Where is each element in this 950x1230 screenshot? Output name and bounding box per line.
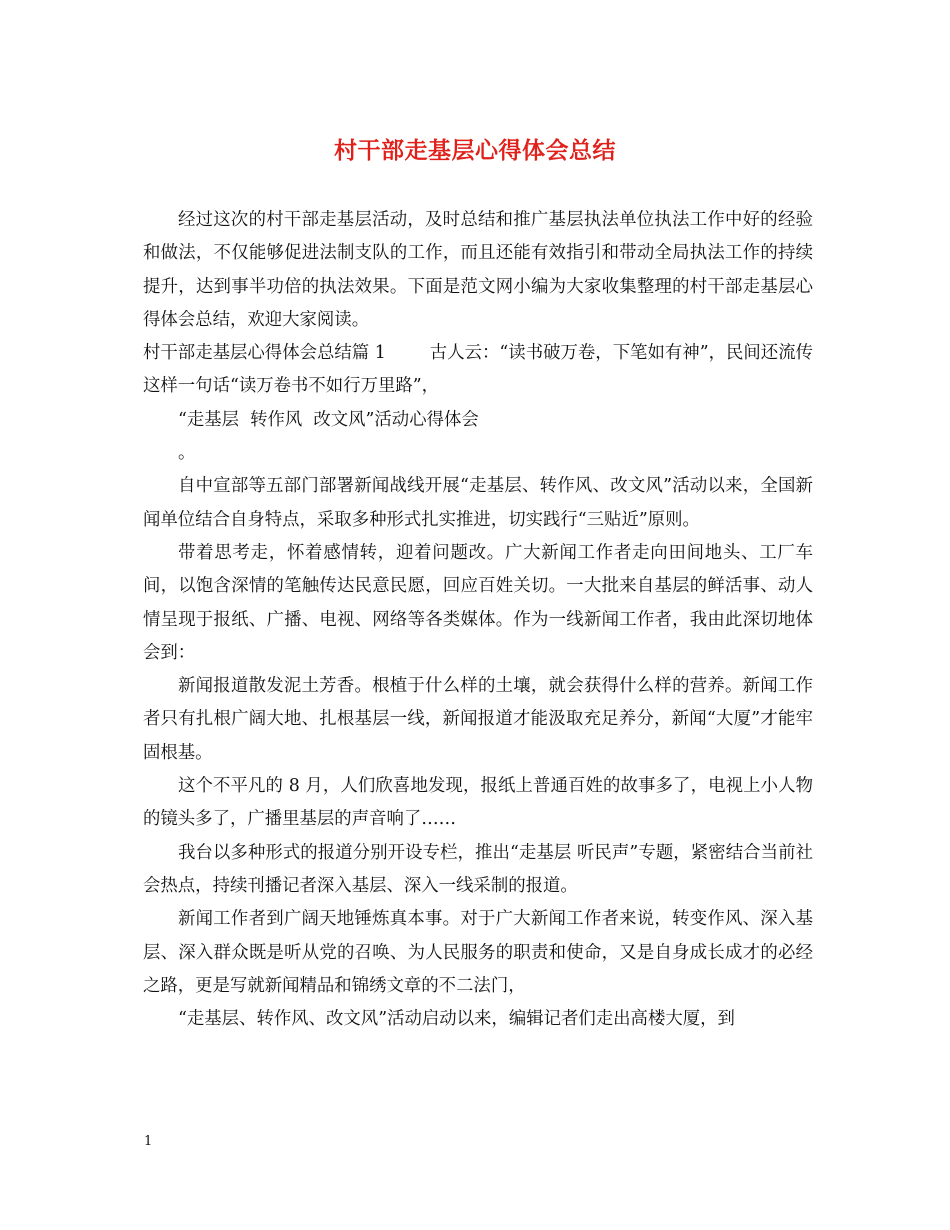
page-number: 1: [144, 1134, 153, 1149]
section-1-heading: 村干部走基层心得体会总结篇 1: [143, 343, 386, 364]
section-1-quote: 古人云：“读书破万卷，下笔如有神”，民间还流传这样一句话“读万卷书不如行万里路”，: [143, 343, 813, 397]
body-paragraph: 我台以多种形式的报道分别开设专栏，推出“走基层 听民声”专题，紧密结合当前社会热点，持续刊播记者深入基层、深入一线采制的报道。: [143, 842, 813, 896]
activity-subtitle: “走基层 转作风 改文风”活动心得体会: [178, 409, 479, 430]
body-paragraph: 自中宣部等五部门部署新闻战线开展“走基层、转作风、改文风”活动以来，全国新闻单位结合自身特点，采取多种形式扎实推进，切实践行“三贴近”原则。: [143, 476, 813, 530]
document-body: [143, 204, 813, 1036]
body-paragraph: 带着思考走，怀着感情转，迎着问题改。广大新闻工作者走向田间地头、工厂车间，以饱含深情的笔触传达民意民愿，回应百姓关切。一大批来自基层的鲜活事、动人情呈现于报纸、广播、电视、网络等各类媒体。作为一线新闻工作者，我由此深切地体会到：: [143, 542, 813, 663]
document-title: 村干部走基层心得体会总结: [334, 137, 616, 164]
body-paragraph: 新闻工作者到广阔天地锤炼真本事。对于广大新闻工作者来说，转变作风、深入基层、深入群众既是听从党的召唤、为人民服务的职责和使命，又是自身成长成才的必经之路，更是写就新闻精品和锦绣文章的不二法门，: [143, 909, 813, 996]
body-paragraph: 新闻报道散发泥土芳香。根植于什么样的土壤，就会获得什么样的营养。新闻工作者只有扎根广阔大地、扎根基层一线，新闻报道才能汲取充足养分，新闻“大厦”才能牢固根基。: [143, 676, 813, 763]
body-paragraph: 这个不平凡的 8 月，人们欣喜地发现，报纸上普通百姓的故事多了，电视上小人物的镜头多了，广播里基层的声音响了……: [143, 776, 813, 830]
subtitle-end-mark: 。: [178, 443, 196, 464]
body-paragraph: “走基层、转作风、改文风”活动启动以来，编辑记者们走出高楼大厦，到: [178, 1009, 735, 1030]
section-1-paragraph: [143, 337, 813, 404]
intro-paragraph: 经过这次的村干部走基层活动，及时总结和推广基层执法单位执法工作中好的经验和做法，不仅能够促进法制支队的工作，而且还能有效指引和带动全局执法工作的持续提升，达到事半功倍的执法效果。下面是范文网小编为大家收集整理的村干部走基层心得体会总结，欢迎大家阅读。: [143, 210, 813, 330]
